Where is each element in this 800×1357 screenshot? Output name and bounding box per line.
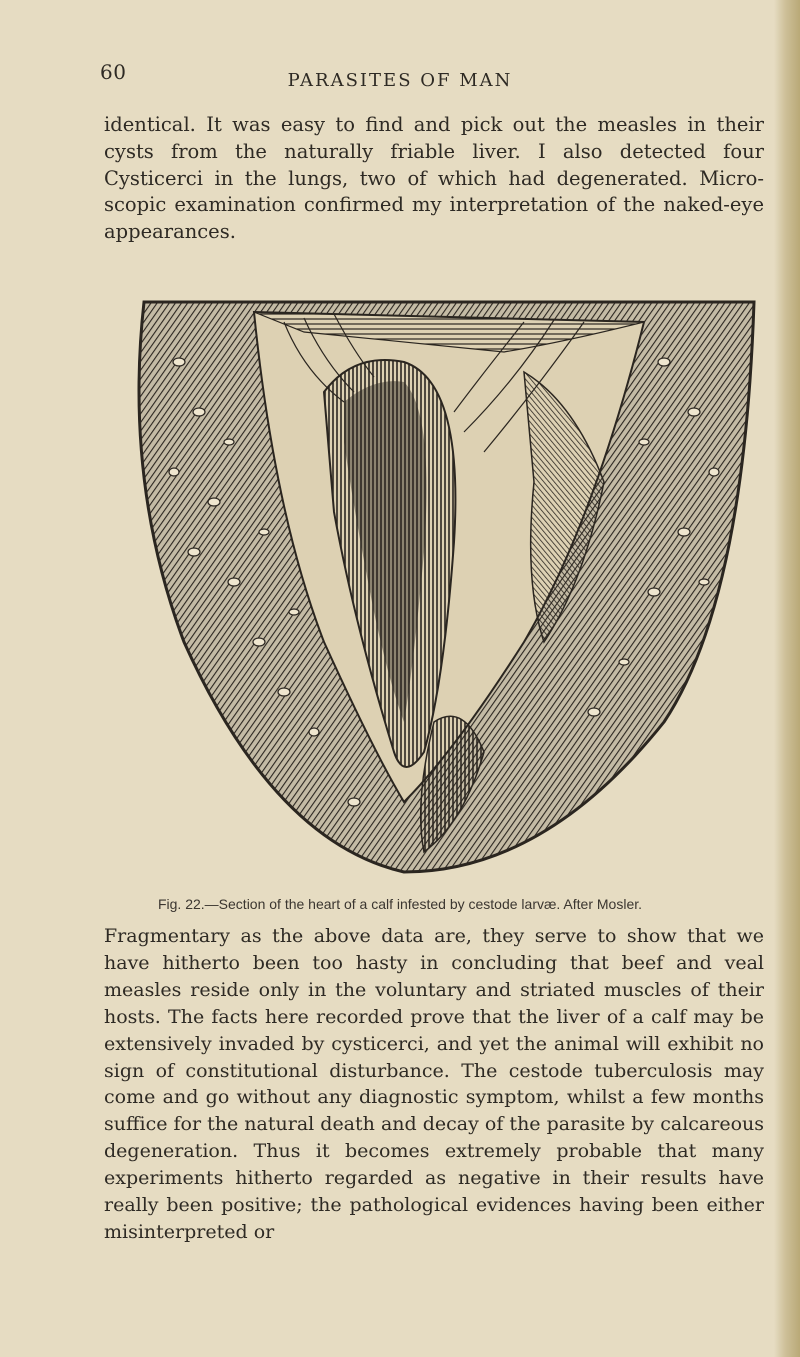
heart-section-illustration <box>104 282 764 892</box>
page-edge <box>774 0 800 1357</box>
figure-caption: Fig. 22.—Section of the heart of a calf infested by cestode larvæ. After Mosler. <box>157 896 643 912</box>
page-number: 60 <box>100 60 127 84</box>
heart-engraving <box>104 282 764 892</box>
paragraph-bottom: Fragmentary as the above data are, they serve to show that we have hitherto been too hasty in concluding that beef and veal measles reside only in the voluntary and striated muscles of their hosts. The facts here recorded prove that the liver of a calf may be extensively invaded by cysticerci, and yet the animal will exhibit no sign of constitutional disturbance. The cestode tuberculosis may come and go without any diagnostic symptom, whilst a few months suffice for the natural death and decay of the parasite by calcareous degeneration. Thus it becomes extremely probable that many experiments hitherto regarded as negative in their results have really been positive; the pathological evidences having been either misinterpreted or <box>104 925 764 1243</box>
running-title: PARASITES OF MAN <box>287 70 513 91</box>
paragraph-top: identical. It was easy to find and pick out the measles in their cysts from the naturally friable liver. I also detected four Cysticerci in the lungs, two of which had degenerated. Micro- scopic examination confirmed my interpretation of the naked-eye appearances. <box>104 113 764 244</box>
